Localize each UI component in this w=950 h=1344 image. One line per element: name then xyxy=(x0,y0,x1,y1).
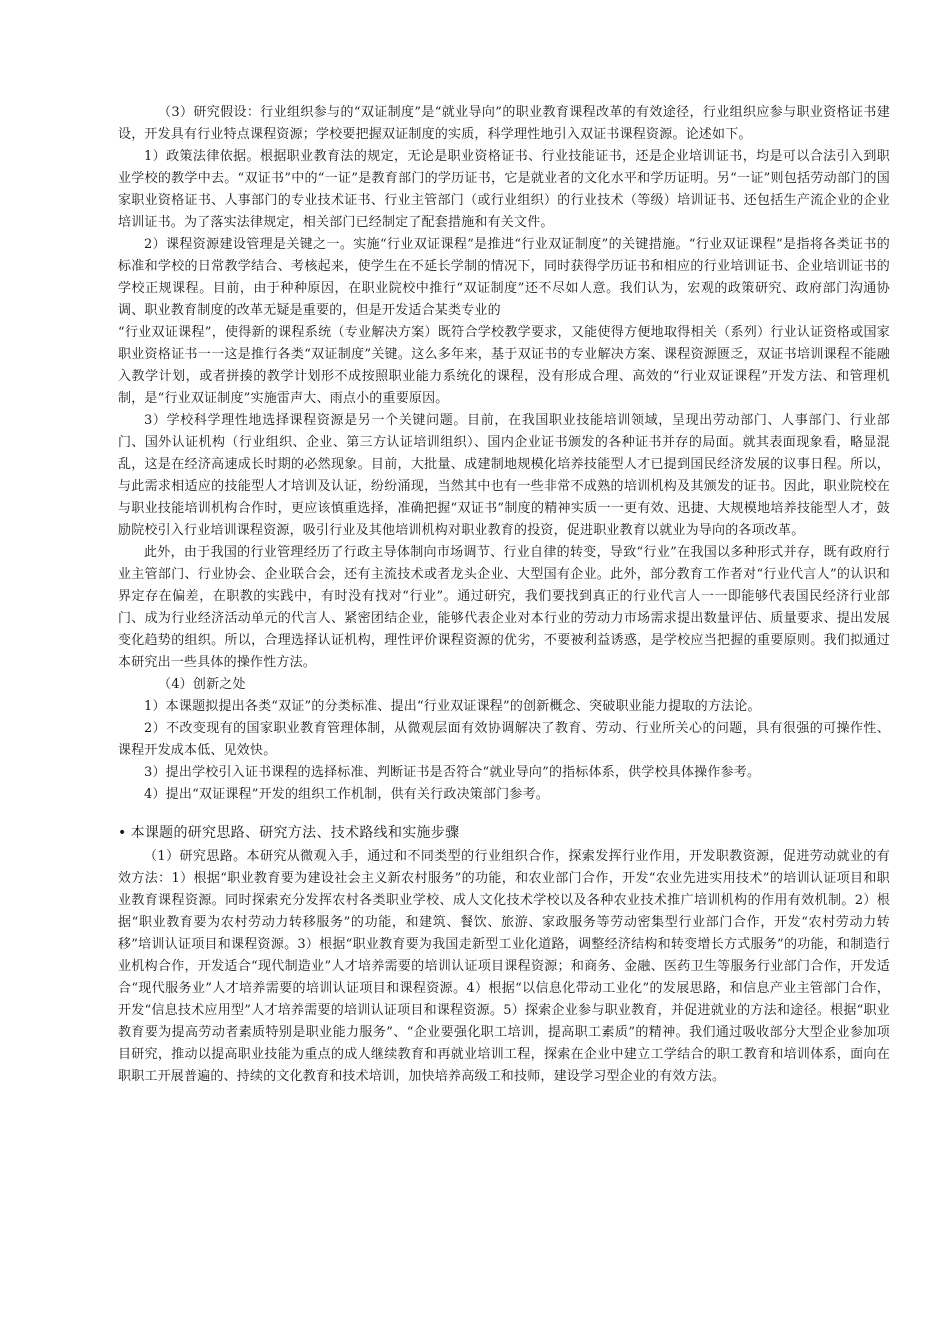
innovation-item-1: 1）本课题拟提出各类“双证”的分类标准、提出“行业双证课程”的创新概念、突破职业能力提取的方法论。 xyxy=(144,699,761,714)
innovation-item-2: 2）不改变现有的国家职业教育管理体制，从微观层面有效协调解决了教育、劳动、行业所关心的问题，具有很强的可操作性、课程开发成本低、见效快。 xyxy=(118,721,890,758)
innovation-item-4: 4）提出“双证课程”开发的组织工作机制，供有关行政决策部门参考。 xyxy=(144,787,549,802)
hypothesis-paragraph: （3）研究假设：行业组织参与的“双证制度”是“就业导向”的职业教育课程改革的有效途径，行业组织应参与职业资格证书建设，开发具有行业特点课程资源；学校要把握双证制度的实质，科学理性地引入双证书课程资源。论述如下。 xyxy=(118,105,890,142)
section-heading-text: 本课题的研究思路、研究方法、技术路线和实施步骤 xyxy=(130,825,460,841)
school-selection-paragraph: 3）学校科学理性地选择课程资源是另一个关键问题。目前，在我国职业技能培训领域，呈现出劳动部门、人事部门、行业部门、国外认证机构（行业组织、企业、第三方认证培训组织）、国内企业证书颁发的各种证书并存的局面。就其表面现象看，略显混乱，这是在经济高速成长时期的必然现象。目前，大批量、成建制地规模化培养技能型人才已提到国民经济发展的议事日程。所以，与此需求相适应的技能型人才培训及认证，纷纷涌现，当然其中也有一些非常不成熟的培训机构及其颁发的证书。因此，职业院校在与职业技能培训机构合作时，更应该慎重选择，准确把握“双证书”制度的精神实质一一更有效、迅捷、大规模地培养技能型人才，鼓励院校引入行业培训课程资源，吸引行业及其他培训机构对职业教育的投资，促进职业教育以就业为导向的各项改革。 xyxy=(118,413,890,538)
bullet-icon: • xyxy=(118,825,127,841)
moreover-paragraph: 此外，由于我国的行业管理经历了行政主导体制向市场调节、行业自律的转变，导致“行业”在我国以多种形式并存，既有政府行业主管部门、行业协会、企业联合会，还有主流技术或者龙头企业、大型国有企业。此外，部分教育工作者对“行业代言人”的认识和界定存在偏差，在职教的实践中，有时没有找对“行业”。通过研究，我们要找到真正的行业代言人一一即能够代表国民经济行业部门、成为行业经济活动单元的代言人、紧密团结企业，能够代表企业对本行业的劳动力市场需求提出数量评估、质量要求、提出发展变化趋势的组织。所以，合理选择认证机构，理性评价课程资源的优劣，不要被利益诱惑，是学校应当把握的重要原则。我们拟通过本研究出一些具体的操作性方法。 xyxy=(118,545,890,670)
course-resource-paragraph: 2）课程资源建设管理是关键之一。实施“行业双证课程”是推进“行业双证制度”的关键措施。“行业双证课程”是指将各类证书的标准和学校的日常教学结合、考核起来，使学生在不延长学制的情况下，同时获得学历证书和相应的行业培训证书、企业培训证书的学校正规课程。目前，由于种种原因，在职业院校中推行“双证制度”还不尽如人意。我们认为，宏观的政策研究、政府部门沟通协调、职业教育制度的改革无疑是重要的，但是开发适合某类专业的 xyxy=(118,237,890,318)
section-heading xyxy=(118,822,890,844)
document-page xyxy=(118,102,890,1088)
research-approach-paragraph: （1）研究思路。本研究从微观入手，通过和不同类型的行业组织合作，探索发挥行业作用，开发职教资源，促进劳动就业的有效方法：1）根据“职业教育要为建设社会主义新农村服务”的功能，和农业部门合作，开发“农业先进实用技术”的培训认证项目和职业教育课程资源。同时探索充分发挥农村各类职业学校、成人文化技术学校以及各种农业技术推广培训机构的作用有效机制。2）根据“职业教育要为农村劳动力转移服务”的功能，和建筑、餐饮、旅游、家政服务等劳动密集型行业部门合作，开发“农村劳动力转移”培训认证项目和课程资源。3）根据“职业教育要为我国走新型工业化道路，调整经济结构和转变增长方式服务”的功能，和制造行业机构合作，开发适合“现代制造业”人才培养需要的培训认证项目课程资源；和商务、金融、医药卫生等服务行业部门合作，开发适合“现代服务业”人才培养需要的培训认证项目和课程资源。4）根据“以信息化带动工业化”的发展思路，和信息产业主管部门合作，开发“信息技术应用型”人才培养需要的培训认证项目和课程资源。5）探索企业参与职业教育，并促进就业的方法和途径。根据“职业教育要为提高劳动者素质特别是职业能力服务”、“企业要强化职工培训，提高职工素质”的精神。我们通过吸收部分大型企业参加项目研究，推动以提高职业技能为重点的成人继续教育和再就业培训工程，探索在企业中建立工学结合的职工教育和培训体系，面向在职职工开展普遍的、持续的文化教育和技术培训，加快培养高级工和技师，建设学习型企业的有效方法。 xyxy=(118,849,890,1084)
innovation-item-3: 3）提出学校引入证书课程的选择标准、判断证书是否符合“就业导向”的指标体系，供学校具体操作参考。 xyxy=(144,765,761,780)
policy-law-paragraph: 1）政策法律依据。根据职业教育法的规定，无论是职业资格证书、行业技能证书，还是企业培训证书，均是可以合法引入到职业学校的教学中去。“双证书”中的“一证”是教育部门的学历证书，它是就业者的文化水平和学历证明。另“一证”则包括劳动部门的国家职业资格证书、人事部门的专业技术证书、行业主管部门（或行业组织）的行业技术（等级）培训证书、还包括生产流企业的企业培训证书。为了落实法律规定，相关部门已经制定了配套措施和有关文件。 xyxy=(118,149,890,230)
course-resource-continued-paragraph: “行业双证课程”，使得新的课程系统（专业解决方案）既符合学校教学要求，又能使得方便地取得相关（系列）行业认证资格或国家职业资格证书一一这是推行各类“双证制度”关键。这么多年来，基于双证书的专业解决方案、课程资源匮乏，双证书培训课程不能融入教学计划，或者拼揍的教学计划形不成按照职业能力系统化的课程，没有形成合理、高效的“行业双证课程”开发方法、和管理机制，是“行业双证制度”实施雷声大、雨点小的重要原因。 xyxy=(118,325,890,406)
innovation-title: （4）创新之处 xyxy=(158,677,246,692)
